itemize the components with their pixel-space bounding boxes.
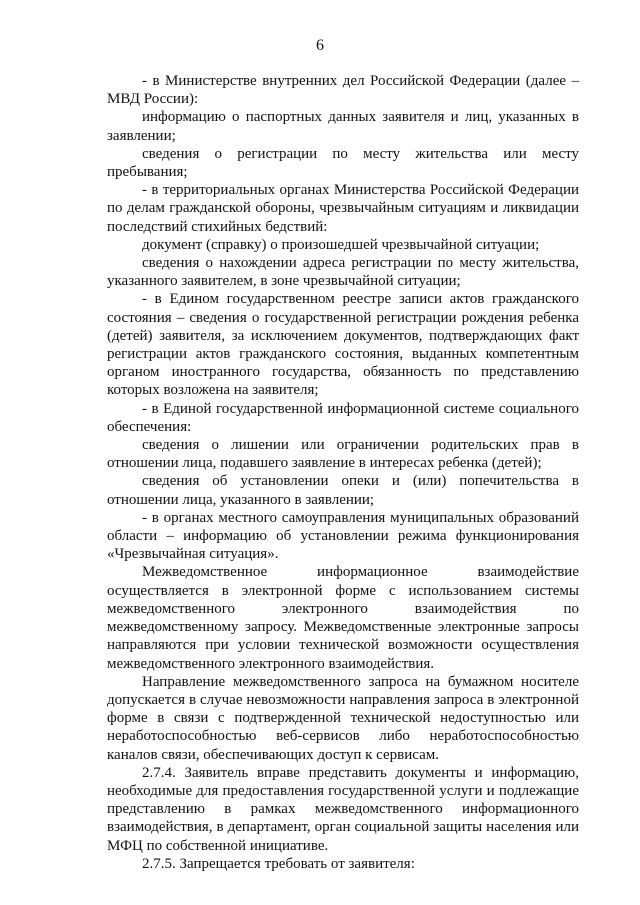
paragraph-emergency-ministry: - в территориальных органах Министерства Российской Федерации по делам гражданской обороны, чрезвычайным ситуациям и ликвидации последствий стихийных бедствий: xyxy=(107,182,579,235)
paragraph-guardianship: сведения об установлении опеки и (или) попечительства в отношении лица, указанного в заявлении; xyxy=(107,473,579,508)
paragraph-emergency-zone: сведения о нахождении адреса регистрации по месту жительства, указанного заявителем, в зоне чрезвычайной ситуации; xyxy=(107,255,579,290)
paragraph-mvd: - в Министерстве внутренних дел Российской Федерации (далее – МВД России): xyxy=(107,73,579,108)
paragraph-parental-rights: сведения о лишении или ограничении родительских прав в отношении лица, подавшего заявление в интересах ребенка (детей); xyxy=(107,437,579,472)
paragraph-passport-info: информацию о паспортных данных заявителя и лиц, указанных в заявлении; xyxy=(107,109,579,144)
paragraph-paper-request: Направление межведомственного запроса на бумажном носителе допускается в случае невозможности направления запроса в электронной форме в связи с подтвержденной технической недоступностью или неработоспособностью веб-сервисов либо неработоспособностью каналов связи, обеспечивающих доступ к сервисам. xyxy=(107,673,579,763)
paragraph-registration-info: сведения о регистрации по месту жительства или месту пребывания; xyxy=(107,145,579,181)
paragraph-2-7-5: 2.7.5. Запрещается требовать от заявителя: xyxy=(142,855,415,872)
paragraph-2-7-4: 2.7.4. Заявитель вправе представить документы и информацию, необходимые для предоставления государственной услуги и подлежащие представлению в рамках межведомственного информационного взаимодействия, в департамент, орган социальной защиты населения или МФЦ по собственной инициативе. xyxy=(107,764,579,854)
paragraph-local-government: - в органах местного самоуправления муниципальных образований области – информацию об установлении режима функционирования «Чрезвычайная ситуация». xyxy=(107,509,579,563)
document-body xyxy=(107,72,579,873)
paragraph-civil-registry: - в Едином государственном реестре записи актов гражданского состояния – сведения о государственной регистрации рождения ребенка (детей) заявителя, за исключением документов, подтверждающих факт регистрации актов гражданского состояния, выданных компетентным органом иностранного государства, обязанность по представлению которых возложена на заявителя; xyxy=(107,291,579,399)
page-number: 6 xyxy=(316,37,324,54)
paragraph-social-security-system: - в Единой государственной информационной системе социального обеспечения: xyxy=(107,400,579,435)
paragraph-interagency-electronic: Межведомственное информационное взаимодействие осуществляется в электронной форме с использованием системы межведомственного электронного взаимодействия по межведомственному запросу. Межведомственные электронные запросы направляются при условии технической возможности осуществления межведомственного электронного взаимодействия. xyxy=(107,564,579,672)
paragraph-emergency-certificate: документ (справку) о произошедшей чрезвычайной ситуации; xyxy=(142,236,540,253)
